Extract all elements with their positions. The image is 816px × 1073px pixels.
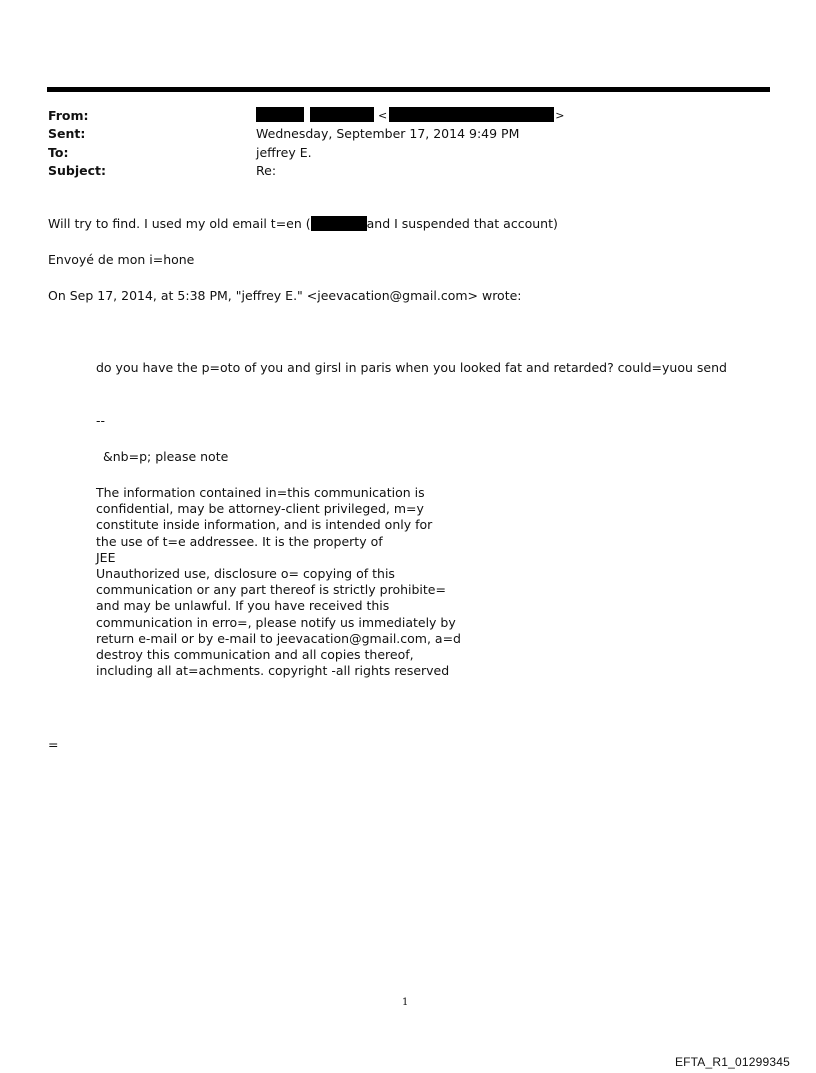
reply-line: [48, 216, 558, 232]
disclaimer: [96, 485, 461, 679]
redaction-block: [256, 107, 304, 122]
disclaimer-line: The information contained in=this communication is: [96, 485, 425, 500]
signature-line: Envoyé de mon i=hone: [48, 252, 195, 267]
reply-text-before: Will try to find. I used my old email t=en (: [48, 216, 311, 231]
subject-label: Subject:: [48, 163, 106, 178]
disclaimer-line: confidential, may be attorney-client privileged, m=y: [96, 501, 424, 517]
quote-header: On Sep 17, 2014, at 5:38 PM, "jeffrey E." <jeevacation@gmail.com> wrote:: [48, 288, 522, 303]
disclaimer-line: and may be unlawful. If you have received this: [96, 598, 390, 614]
from-close-bracket: >: [555, 109, 565, 122]
disclaimer-line: including all at=achments. copyright -all rights reserved: [96, 663, 450, 679]
to-value: jeffrey E.: [256, 145, 312, 160]
disclaimer-line: communication or any part thereof is strictly prohibite=: [96, 582, 446, 598]
page-number: 1: [402, 997, 409, 1008]
trailing-equals: =: [48, 737, 59, 752]
please-note-line: &nb=p; please note: [103, 449, 229, 464]
header-rule: [47, 87, 770, 92]
to-label: To:: [48, 145, 69, 160]
disclaimer-line: communication in erro=, please notify us immediately by: [96, 614, 456, 630]
quoted-message: do you have the p=oto of you and girsl in paris when you looked fat and retarded? could=yuou send: [96, 360, 727, 375]
redaction-block: [311, 216, 367, 231]
signature-dash: --: [96, 413, 106, 428]
disclaimer-line: return e-mail or by e-mail to jeevacation@gmail.com, a=d: [96, 630, 461, 646]
from-label: From:: [48, 108, 89, 123]
disclaimer-line: the use of t=e addressee. It is the property of: [96, 533, 383, 549]
disclaimer-line: Unauthorized use, disclosure o= copying of this: [96, 566, 395, 582]
bates-number: EFTA_R1_01299345: [674, 1055, 790, 1069]
from-value: [256, 107, 564, 122]
redaction-block: [389, 107, 554, 122]
subject-value: Re:: [256, 163, 277, 178]
sent-label: Sent:: [48, 126, 86, 141]
disclaimer-line: destroy this communication and all copies thereof,: [96, 647, 414, 663]
sent-value: Wednesday, September 17, 2014 9:49 PM: [256, 126, 520, 141]
disclaimer-line: constitute inside information, and is intended only for: [96, 517, 433, 533]
reply-text-after: and I suspended that account): [366, 216, 558, 231]
redaction-block: [310, 107, 374, 122]
from-open-bracket: <: [377, 109, 388, 122]
disclaimer-line: JEE: [96, 549, 116, 565]
